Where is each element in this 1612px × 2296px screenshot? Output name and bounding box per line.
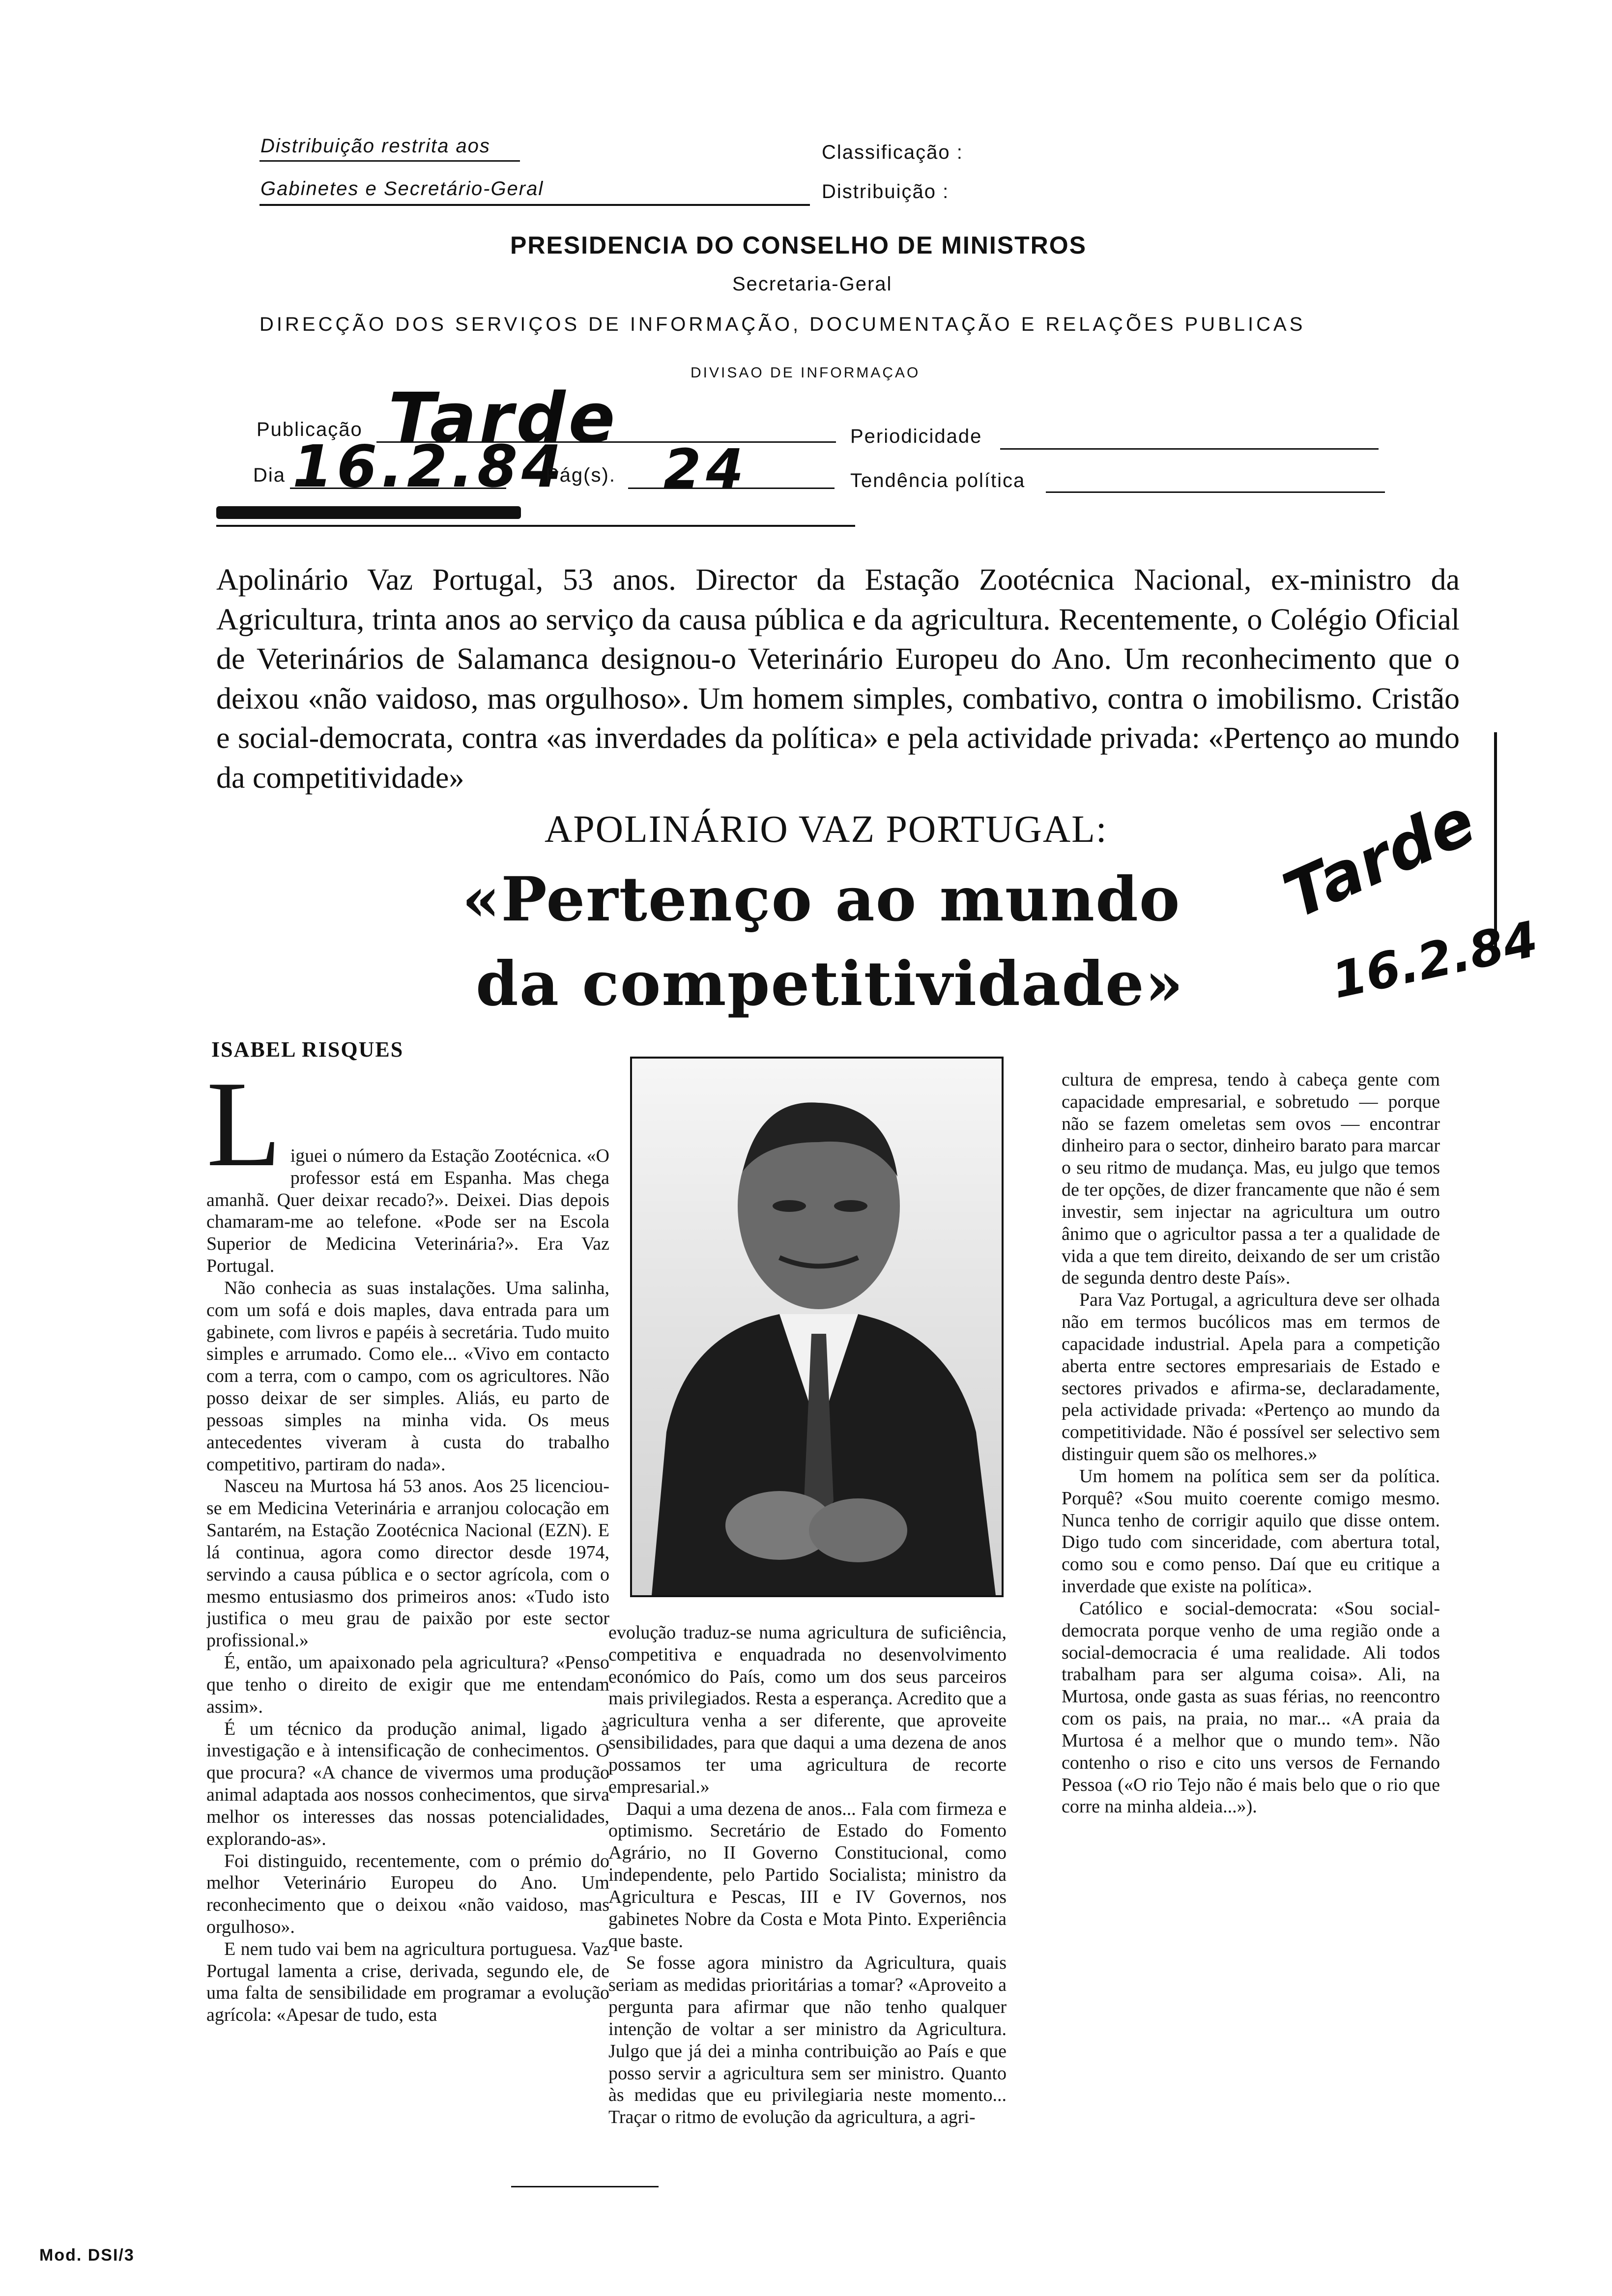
tendencia-line [1046,491,1385,493]
periodicidade-label: Periodicidade [850,426,982,447]
distribuicao-label: Distribuição : [822,181,950,202]
publicacao-label: Publicação [257,419,363,440]
article-column-3 [1062,1069,1440,2003]
annotation-date: 16.2.84 [1327,910,1543,1010]
col1-paragraph: Nasceu na Murtosa há 53 anos. Aos 25 licenciou-se em Medicina Veterinária e arranjou colocação em Santarém, na Estação Zootécnica Nacional (EZN). E lá continua, agora como director desde 1974, servindo a causa pública e o sector agrícola, com o mesmo entusiasmo dos primeiros anos: «Tudo isto justifica o meu grau de paixão por este sector profissional.» [206,1476,609,1651]
article-column-2 [608,1622,1007,2182]
portrait-photo [630,1057,1004,1597]
article-lead: Apolinário Vaz Portugal, 53 anos. Director da Estação Zootécnica Nacional, ex-ministro da Agricultura, trinta anos ao serviço da causa pública e da agricultura. Recentemente, o Colégio Oficial de Veterinários de Salamanca designou-o Veterinário Europeu do Ano. Um reconhecimento que o deixou «não vaidoso, mas orgulhoso». Um homem simples, combativo, contra o imobilismo. Cristão e social-democrata, contra «as inverdades da política» e pela actividade privada: «Pertenço ao mundo da competitividade» [216,563,1460,795]
divisao-informacao: DIVISAO DE INFORMAÇAO [691,365,921,381]
col2-paragraph: Daqui a uma dezena de anos... Fala com firmeza e optimismo. Secretário de Estado do Fomento Agrário, no II Governo Constitucional, como independente, pelo Partido Socialista; ministro da Agricultura e Pescas, III e IV Governos, nos gabinetes Nobre da Costa e Mota Pinto. Experiência que baste. [608,1798,1007,1952]
col3-paragraph: Católico e social-democrata: «Sou social-democrata porque venho de uma região onde a social-democracia é uma realidade. Ali todos trabalham para ser alguma coisa». Ali, na Murtosa, onde gasta as suas férias, no reencontro com os pais, na praia, no mar... «A praia da Murtosa é a melhor que o mundo tem». Não contenho o riso e cito uns versos de Fernando Pessoa («O rio Tejo não é mais belo que o rio que corre na minha aldeia...»). [1062,1598,1440,1817]
byline: ISABEL RISQUES [211,1037,404,1062]
tendencia-label: Tendência política [850,470,1026,491]
form-model-code: Mod. DSI/3 [39,2246,135,2265]
underline [259,160,520,162]
secretaria-geral: Secretaria-Geral [732,273,892,295]
pags-handwritten: 24 [663,437,749,500]
col3-paragraph: Um homem na política sem ser da política. Porquê? «Sou muito coerente comigo mesmo. Nunca tenho de corrigir aquilo que disse ontem. Digo tudo com sinceridade, com abertura total, como sou e como penso. Daí que eu critique a inverdade que existe na política». [1062,1465,1440,1597]
portrait-illustration [632,1059,1002,1595]
col1-paragraph: Foi distinguido, recentemente, com o prémio do melhor Veterinário Europeu do Ano. Um reconhecimento que o deixou «não vaidoso, mas orgulhoso». [206,1850,609,1937]
headline-line2: da competitividade» [476,948,1184,1020]
article-kicker: APOLINÁRIO VAZ PORTUGAL: [545,807,1108,850]
direccao-servicos: DIRECÇÃO DOS SERVIÇOS DE INFORMAÇÃO, DOCUMENTAÇÃO E RELAÇÕES PUBLICAS [259,314,1306,335]
col3-paragraph: cultura de empresa, tendo à cabeça gente com capacidade empresarial, e sobretudo — porque não se fazem omeletas sem ovos — encontrar dinheiro para o sector, dinheiro barato para marcar o seu ritmo de mudança. Mas, eu julgo que temos de ter opções, de dizer francamente que não é sem investir, sem injectar na agricultura um outro ânimo que o agricultor passa a ter a qualidade de vida a que tem direito, deixando de ser um cristão de segunda dentro deste País». [1062,1069,1440,1289]
dia-label: Dia [253,464,286,486]
classificacao-label: Classificação : [822,142,963,163]
col1-paragraph: E nem tudo vai bem na agricultura portuguesa. Vaz Portugal lamenta a crise, derivada, segundo ele, de uma falta de sensibilidade em programar a evolução agrícola: «Apesar de tudo, esta [206,1938,609,2026]
presidencia-heading: PRESIDENCIA DO CONSELHO DE MINISTROS [510,231,1087,259]
col1-paragraph: iguei o número da Estação Zootécnica. «O professor está em Espanha. Mas chega amanhã. Quer deixar recado?». Deixei. Dias depois chamaram-me ao telefone. «Pode ser na Escola Superior de Medicina Veterinária?». Era Vaz Portugal. [206,1146,609,1277]
restricted-distribution-line1: Distribuição restrita aos [260,135,490,157]
column-end-rule [511,2186,659,2187]
col2-paragraph: Se fosse agora ministro da Agricultura, quais seriam as medidas prioritárias a tomar? «Aproveito a pergunta para afirmar que não tenho qualquer intenção de voltar a ser ministro da Agricultura. Julgo que já dei a minha contribuição ao País e que posso servir a agricultura sem ser ministro. Quanto às medidas que eu privilegiaria neste momento... Traçar o ritmo de evolução da agricultura, a agri- [608,1952,1007,2128]
restricted-distribution-line2: Gabinetes e Secretário-Geral [260,178,544,200]
pags-label: Pág(s). [546,464,616,486]
periodicidade-line [1000,448,1379,450]
col2-paragraph: evolução traduz-se numa agricultura de suficiência, competitiva e enquadrada no desenvolvimento económico do País, como um dos seus parceiros mais privilegiados. Resta a esperança. Acredito que a agricultura venha a ser diferente, que aproveite sensibilidades, para que daqui a uma dezena de anos possamos ter uma agricultura de recorte empresarial.» [608,1622,1007,1797]
header-rule [259,204,810,206]
dia-handwritten: 16.2.84 [292,432,566,500]
annotation-publication: Tarde [1273,783,1486,933]
article-column-1 [206,1071,609,2182]
col1-paragraph: Não conhecia as suas instalações. Uma salinha, com um sofá e dois maples, dava entrada para um gabinete, com livros e papéis à secretária. Tudo muito simples e arrumado. Como ele... «Vivo em contacto com a terra, com o campo, com os agricultores. Não posso deixar de ser simples. Aliás, eu parto de pessoas simples na minha vida. Os meus antecedentes viveram à custa do trabalho competitivo, partiram do nada». [206,1277,609,1475]
col3-paragraph: Para Vaz Portugal, a agricultura deve ser olhada não em termos bucólicos mas em termos de capacidade industrial. Apela para a competição aberta entre sectores empresariais de Estado e sectores privados e afirma-se, declaradamente, pela actividade privada: «Pertenço ao mundo da competitividade. Não é possível ser selectivo sem distinguir quem são os melhores.» [1062,1290,1440,1465]
publicacao-handwritten: Tarde [388,378,618,459]
col1-paragraph: É, então, um apaixonado pela agricultura? «Penso que tenho o direito de exigir que me entendam assim». [206,1652,609,1717]
drop-cap: L [206,1071,282,1192]
clipping-edge-mark [216,506,521,519]
clipping-edge-line [216,525,855,527]
headline-line1: «Pertenço ao mundo [462,864,1181,935]
col1-paragraph: É um técnico da produção animal, ligado à investigação e à intensificação de conhecimentos. O que procura? «A chance de vivermos uma produção animal adaptada aos nossos conhecimentos, que sirva melhor os interesses das nossas potencialidades, explorando-as». [206,1718,609,1849]
